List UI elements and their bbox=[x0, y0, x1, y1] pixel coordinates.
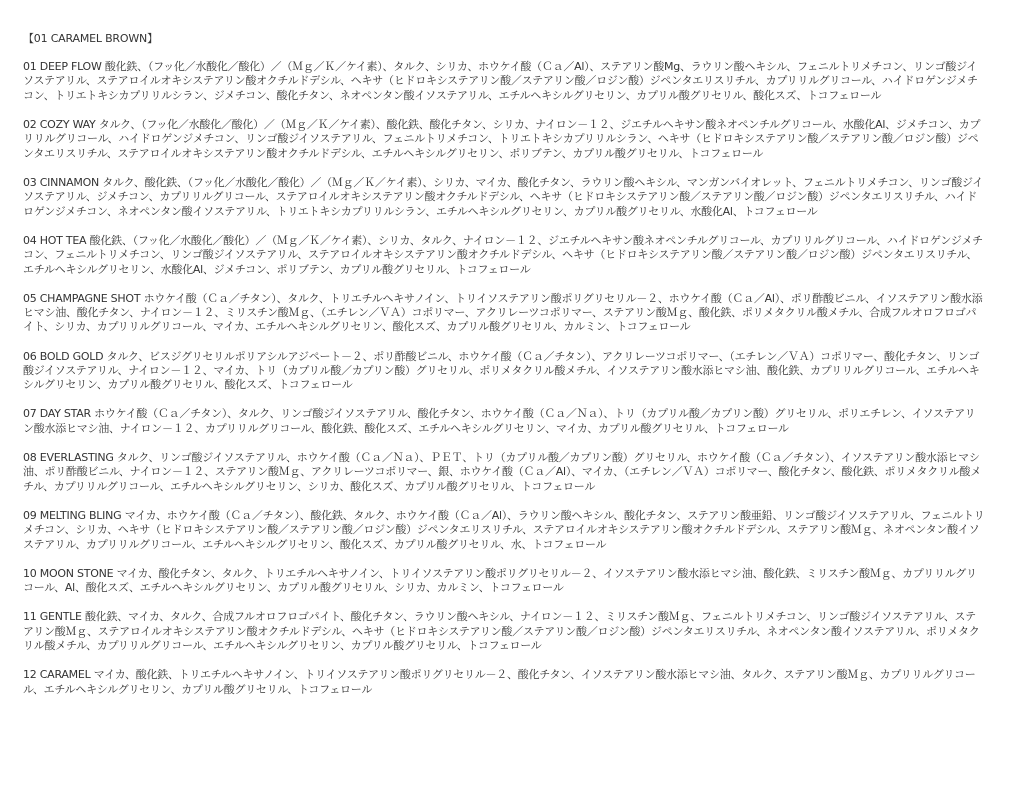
entry-name: 05 CHAMPAGNE SHOT bbox=[23, 291, 144, 305]
entry-ingredients: マイカ、ホウケイ酸（Ｃａ／チタン）、酸化鉄、タルク、ホウケイ酸（Ｃａ／Al）、ラウリン酸ヘキシル、酸化チタン、ステアリン酸亜鉛、リンゴ酸ジイソステアリル、フェニルトリメチコン、シリカ、ヘキサ（ヒドロキシステアリン酸／ステアリン酸／ロジン酸）ジペンタエリスリチル、ステアロイルオキシステアリン酸オクチルドデシル、ステアリン酸Ｍｇ、ネオペンタン酸イソステアリル、カプリリルグリコール、エチルヘキシルグリセリン、酸化スズ、カプリル酸グリセリル、水、トコフェロール bbox=[23, 508, 985, 551]
entry-name: 11 GENTLE bbox=[23, 610, 85, 624]
entry-ingredients: ホウケイ酸（Ｃａ／チタン）、タルク、トリエチルヘキサノイン、トリイソステアリン酸ポリグリセリル－２、ホウケイ酸（Ｃａ／Al）、ポリ酢酸ビニル、イソステアリン酸水添ヒマシ油、酸化チタン、ナイロン－１２、ミリスチン酸Ｍｇ、（エチレン／ＶＡ）コポリマー、アクリレーツコポリマー、ステアリン酸Ｍｇ、酸化鉄、ポリメタクリル酸メチル、合成フルオロフロゴパイト、シリカ、カプリリルグリコール、マイカ、エチルヘキシルグリセリン、酸化スズ、カプリル酸グリセリル、カルミン、トコフェロール bbox=[23, 291, 983, 334]
ingredient-entry-10 bbox=[23, 567, 986, 596]
ingredient-entry-06 bbox=[23, 350, 986, 393]
ingredient-entry-04 bbox=[23, 234, 986, 277]
entry-ingredients: タルク、（フッ化／水酸化／酸化）／（Ｍｇ／Ｋ／ケイ素）、酸化鉄、酸化チタン、シリカ、ナイロン－１２、ジエチルヘキサン酸ネオペンチルグリコール、水酸化Al、ジメチコン、カプリリルグリコール、ハイドロゲンジメチコン、リンゴ酸ジイソステアリル、フェニルトリメチコン、トリエトキシカプリリルシラン、ヘキサ（ヒドロキシステアリン酸／ステアリン酸／ロジン酸）ジペンタエリスリチル、ステアロイルオキシステアリン酸オクチルドデシル、エチルヘキシルグリセリン、ポリブテン、カプリル酸グリセリル、トコフェロール bbox=[23, 117, 981, 160]
entry-ingredients: マイカ、酸化鉄、トリエチルヘキサノイン、トリイソステアリン酸ポリグリセリル－２、酸化チタン、イソステアリン酸水添ヒマシ油、タルク、ステアリン酸Ｍｇ、カプリリルグリコール、エチルヘキシルグリセリン、カプリル酸グリセリル、トコフェロール bbox=[23, 668, 976, 696]
entry-ingredients: 酸化鉄、マイカ、タルク、合成フルオロフロゴパイト、酸化チタン、ラウリン酸ヘキシル、ナイロン－１２、ミリスチン酸Ｍｇ、フェニルトリメチコン、リンゴ酸ジイソステアリル、ステアリン酸Ｍｇ、ステアロイルオキシステアリン酸オクチルドデシル、ヘキサ（ヒドロキシステアリン酸／ステアリン酸／ロジン酸）ジペンタエリスリチル、ネオペンタン酸イソステアリル、ポリメタクリル酸メチル、カプリリルグリコール、エチルヘキシルグリセリン、カプリル酸グリセリル、トコフェロール bbox=[23, 610, 980, 653]
entry-ingredients: ホウケイ酸（Ｃａ／チタン）、タルク、リンゴ酸ジイソステアリル、酸化チタン、ホウケイ酸（Ｃａ／Ｎａ）、トリ（カプリル酸／カプリン酸）グリセリル、ポリエチレン、イソステアリン酸水添ヒマシ油、ナイロン－１２、カプリリルグリコール、酸化鉄、酸化スズ、エチルヘキシルグリセリン、マイカ、カプリル酸グリセリル、トコフェロール bbox=[23, 407, 976, 435]
entry-ingredients: 酸化鉄、（フッ化／水酸化／酸化）／（Ｍｇ／Ｋ／ケイ素）、シリカ、タルク、ナイロン－１２、ジエチルヘキサン酸ネオペンチルグリコール、カプリリルグリコール、ハイドロゲンジメチコン、フェニルトリメチコン、リンゴ酸ジイソステアリル、ステアロイルオキシステアリン酸オクチルドデシル、ヘキサ（ヒドロキシステアリン酸／ステアリン酸／ロジン酸）ジペンタエリスリチル、エチルヘキシルグリセリン、水酸化Al、ジメチコン、ポリブテン、カプリル酸グリセリル、トコフェロール bbox=[23, 233, 983, 276]
entry-name: 08 EVERLASTING bbox=[23, 450, 117, 464]
entry-name: 10 MOON STONE bbox=[23, 566, 117, 580]
entry-name: 01 DEEP FLOW bbox=[23, 60, 105, 73]
entry-name: 02 COZY WAY bbox=[23, 117, 99, 131]
ingredient-entry-02 bbox=[23, 118, 986, 161]
entry-ingredients: タルク、酸化鉄、（フッ化／水酸化／酸化）／（Ｍｇ／Ｋ／ケイ素）、シリカ、マイカ、酸化チタン、ラウリン酸ヘキシル、マンガンバイオレット、フェニルトリメチコン、リンゴ酸ジイソステアリル、ジメチコン、カプリリルグリコール、ステアロイルオキシステアリン酸オクチルドデシル、ヘキサ（ヒドロキシステアリン酸／ステアリン酸／ロジン酸）ジペンタエリスリチル、ハイドロゲンジメチコン、ネオペンタン酸イソステアリル、トリエトキシカプリリルシラン、エチルヘキシルグリセリン、カプリル酸グリセリル、水酸化Al、トコフェロール bbox=[23, 175, 983, 218]
entry-name: 12 CARAMEL bbox=[23, 668, 94, 682]
entry-name: 07 DAY STAR bbox=[23, 407, 95, 421]
ingredient-entry-12 bbox=[23, 668, 986, 697]
ingredient-entry-07 bbox=[23, 407, 986, 436]
ingredient-entry-11 bbox=[23, 610, 986, 653]
entry-name: 09 MELTING BLING bbox=[23, 508, 125, 522]
entry-ingredients: マイカ、酸化チタン、タルク、トリエチルヘキサノイン、トリイソステアリン酸ポリグリセリル－２、イソステアリン酸水添ヒマシ油、酸化鉄、ミリスチン酸Ｍｇ、カプリリルグリコール、Al、酸化スズ、エチルヘキシルグリセリン、カプリル酸グリセリル、シリカ、カルミン、トコフェロール bbox=[23, 566, 977, 595]
entry-name: 04 HOT TEA bbox=[23, 233, 90, 247]
entry-ingredients: タルク、ビスジグリセリルポリアシルアジペート－２、ポリ酢酸ビニル、ホウケイ酸（Ｃａ／チタン）、アクリレーツコポリマー、（エチレン／ＶＡ）コポリマー、酸化チタン、リンゴ酸ジイソステアリル、ナイロン－１２、マイカ、トリ（カプリル酸／カプリン酸）グリセリル、ポリメタクリル酸メチル、イソステアリン酸水添ヒマシ油、酸化鉄、カプリリルグリコール、エチルヘキシルグリセリン、カプリル酸グリセリル、酸化スズ、トコフェロール bbox=[23, 349, 980, 392]
ingredient-entry-09 bbox=[23, 509, 986, 552]
entry-name: 03 CINNAMON bbox=[23, 175, 103, 189]
ingredient-entry-05 bbox=[23, 292, 986, 335]
ingredient-entry-03 bbox=[23, 176, 986, 219]
page-heading: 【01 CARAMEL BROWN】 bbox=[23, 32, 158, 45]
entry-ingredients: タルク、リンゴ酸ジイソステアリル、ホウケイ酸（Ｃａ／Ｎａ）、ＰＥＴ、トリ（カプリル酸／カプリン酸）グリセリル、ホウケイ酸（Ｃａ／チタン）、イソステアリン酸水添ヒマシ油、ポリ酢酸ビニル、ナイロン－１２、ステアリン酸Ｍｇ、アクリレーツコポリマー、銀、ホウケイ酸（Ｃａ／Al）、マイカ、（エチレン／ＶＡ）コポリマー、酸化チタン、酸化鉄、ポリメタクリル酸メチル、カプリリルグリコール、エチルヘキシルグリセリン、シリカ、酸化スズ、カプリル酸グリセリル、トコフェロール bbox=[23, 450, 982, 493]
entry-name: 06 BOLD GOLD bbox=[23, 349, 107, 363]
ingredient-entry-08 bbox=[23, 451, 986, 494]
ingredient-entry-01 bbox=[23, 60, 986, 103]
entry-ingredients: 酸化鉄、（フッ化／水酸化／酸化）／（Ｍｇ／Ｋ／ケイ素）、タルク、シリカ、ホウケイ酸（Ｃａ／Al）、ステアリン酸Mg、ラウリン酸ヘキシル、フェニルトリメチコン、リンゴ酸ジイソステアリル、ステアロイルオキシステアリン酸オクチルドデシル、ヘキサ（ヒドロキシステアリン酸／ステアリン酸／ロジン酸）ジペンタエリスリチル、カプリリルグリコール、ハイドロゲンジメチコン、トリエトキシカプリリルシラン、ジメチコン、酸化チタン、ネオペンタン酸イソステアリル、エチルヘキシルグリセリン、カプリル酸グリセリル、酸化スズ、トコフェロール bbox=[23, 60, 978, 102]
